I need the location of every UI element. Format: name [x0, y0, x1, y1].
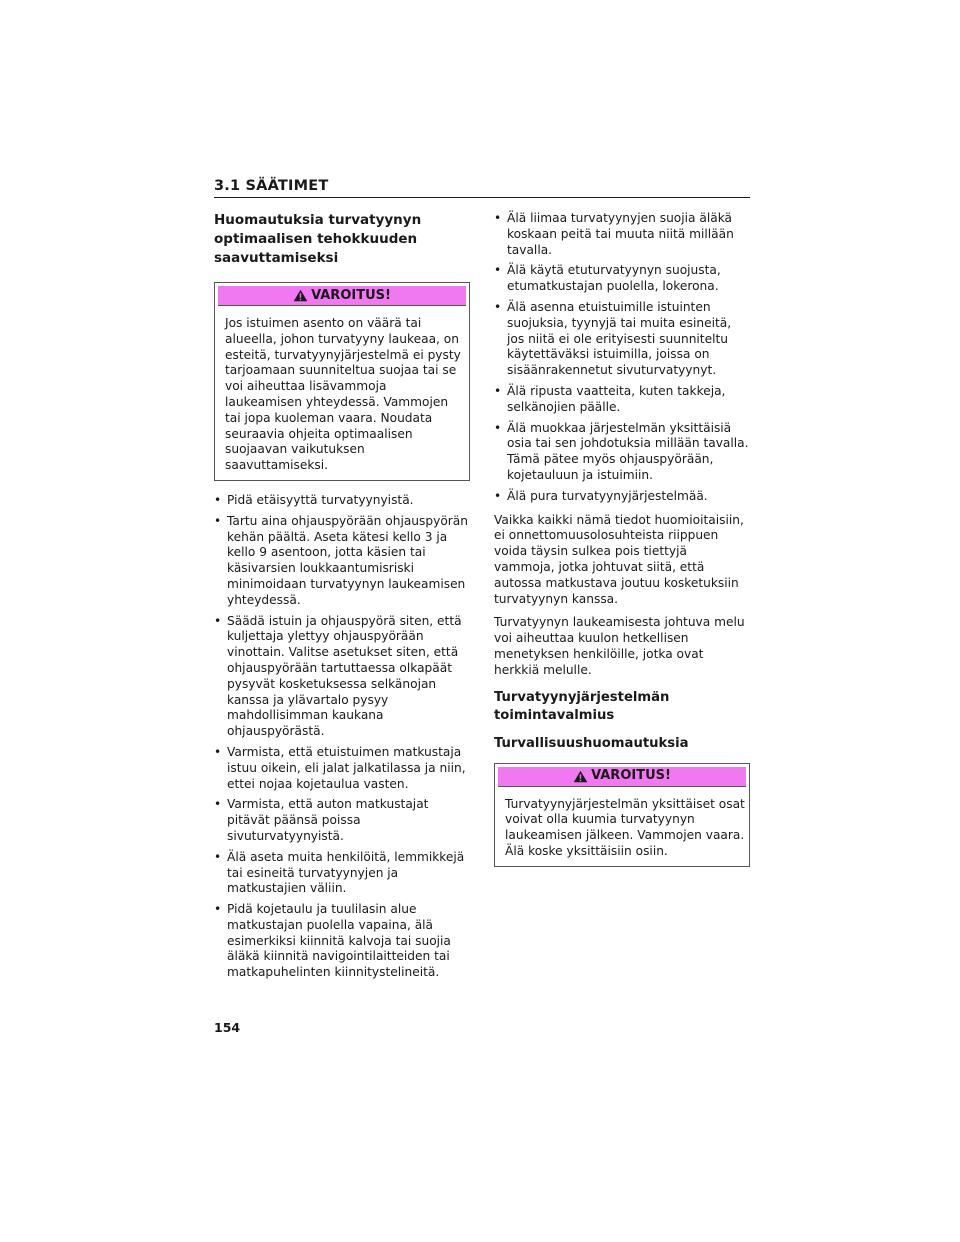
warning-title: VAROITUS!: [591, 768, 671, 784]
list-item: • Pidä etäisyyttä turvatyynyistä.: [214, 492, 414, 507]
bullet-list: [494, 211, 750, 505]
warning-text: Turvatyynyjärjestelmän yksittäiset osat voivat olla kuumia turvatyynyn laukeamisen jälkeen. Vammojen vaara. Älä koske yksittäisiin osiin.: [505, 796, 745, 858]
list-item-text: Älä aseta muita henkilöitä, lemmikkejä tai esineitä turvatyynyjen ja matkustajien väliin.: [227, 849, 465, 896]
list-item-text: Älä asenna etuistuimille istuinten suojuksia, tyynyjä tai muita esineitä, jos niitä ei ole erityisesti suunniteltu käytettäväksi istuimilla, joissa on sisäänrakennetut sivuturvatyynyt.: [507, 299, 732, 378]
list-item-text: Säädä istuin ja ohjauspyörä siten, että kuljettaja ylettyy ohjauspyörään vinottain. Valitse asetukset siten, että ohjauspyörään tartuttaessa olkapäät pysyvät kosketuksessa selkänojan kanssa ja ylävartalo pysyy mahdollisimman kaukana ohjauspyörästä.: [227, 613, 462, 739]
list-item: • Älä muokkaa järjestelmän yksittäisiä osia tai sen johdotuksia millään tavalla. Tämä pätee myös ohjauspyörään, kojetauluun ja istuimiin.: [494, 420, 749, 482]
subsection-heading: Turvatyynyjärjestelmän toimintavalmius: [494, 689, 670, 723]
body-paragraph: Vaikka kaikki nämä tiedot huomioitaisiin, ei onnettomuusolosuhteista riippuen voida täysin sulkea pois tiettyjä vammoja, jotka johtuvat siitä, että autossa matkustava joutuu kosketuksiin turvatyynyn kanssa.: [494, 512, 744, 606]
list-item: • Pidä kojetaulu ja tuulilasin alue matkustajan puolella vapaina, älä esimerkiksi kiinnitä kalvoja tai suojia äläkä kiinnitä navigointilaitteiden tai matkapuhelinten kiinnitystelineitä.: [214, 902, 451, 980]
page-number: 154: [214, 1020, 241, 1035]
list-item: • Älä ripusta vaatteita, kuten takkeja, selkänojien päälle.: [494, 383, 726, 414]
list-item-text: Pidä etäisyyttä turvatyynyistä.: [227, 492, 414, 507]
left-column: [214, 211, 470, 989]
list-item: • Älä asenna etuistuimille istuinten suojuksia, tyynyjä tai muita esineitä, jos niitä ei ole erityisesti suunniteltu käytettäväksi istuimilla, joissa on sisäänrakennetut sivuturvatyynyt.: [494, 299, 732, 378]
subsection-heading: Turvallisuushuomautuksia: [494, 735, 689, 751]
list-item: • Tartu aina ohjauspyörään ohjauspyörän kehän päältä. Aseta kätesi kello 3 ja kello 9 asentoon, jotta käsien tai käsivarsien loukkaantumisriski minimoidaan turvatyynyn laukeamisen yhteydessä.: [214, 513, 468, 607]
list-item: • Älä liimaa turvatyynyjen suojia äläkä koskaan peitä tai muuta niitä millään tavalla.: [494, 211, 734, 257]
warning-box: [494, 763, 750, 867]
warning-title: VAROITUS!: [311, 287, 391, 303]
section-header: 3.1 SÄÄTIMET: [214, 178, 750, 198]
list-item-text: Älä pura turvatyynyjärjestelmää.: [507, 488, 708, 503]
bullet-list: [214, 493, 470, 981]
list-item: • Säädä istuin ja ohjauspyörä siten, että kuljettaja ylettyy ohjauspyörään vinottain. Valitse asetukset siten, että ohjauspyörään tartuttaessa olkapäät pysyvät kosketuksessa selkänojan kanssa ja ylävartalo pysyy mahdollisimman kaukana ohjauspyörästä.: [214, 613, 462, 739]
section-heading: Huomautuksia turvatyynyn optimaalisen tehokkuuden saavuttamiseksi: [214, 212, 422, 266]
list-item: • Älä aseta muita henkilöitä, lemmikkejä tai esineitä turvatyynyjen ja matkustajien väliin.: [214, 849, 465, 896]
list-item-text: Älä liimaa turvatyynyjen suojia äläkä koskaan peitä tai muuta niitä millään tavalla.: [507, 211, 734, 257]
warning-text: Jos istuimen asento on väärä tai alueella, johon turvatyyny laukeaa, on esteitä, turvatyynyjärjestelmä ei pysty tarjoamaan suunniteltua suojaa tai se voi aiheuttaa lisävammoja laukeamisen yhteydessä. Vammojen tai jopa kuoleman vaara. Noudata seuraavia ohjeita optimaalisen suojaavan vaikutuksen saavuttamiseksi.: [225, 316, 461, 473]
list-item: • Varmista, että etuistuimen matkustaja istuu oikein, eli jalat jalkatilassa ja niin, ettei nojaa kojetaulua vasten.: [214, 744, 466, 791]
warning-triangle-icon: [573, 770, 588, 783]
list-item: • Älä käytä etuturvatyynyn suojusta, etumatkustajan puolella, lokerona.: [494, 263, 721, 294]
list-item-text: Varmista, että etuistuimen matkustaja istuu oikein, eli jalat jalkatilassa ja niin, ettei nojaa kojetaulua vasten.: [227, 744, 466, 791]
warning-header: [498, 767, 746, 787]
list-item-text: Älä ripusta vaatteita, kuten takkeja, selkänojien päälle.: [507, 383, 726, 414]
list-item-text: Älä muokkaa järjestelmän yksittäisiä osia tai sen johdotuksia millään tavalla. Tämä pätee myös ohjauspyörään, kojetauluun ja istuimiin.: [507, 420, 749, 482]
list-item: • Varmista, että auton matkustajat pitävät päänsä poissa sivuturvatyynyistä.: [214, 797, 429, 843]
right-column: [494, 211, 750, 879]
list-item-text: Pidä kojetaulu ja tuulilasin alue matkustajan puolella vapaina, älä esimerkiksi kiinnitä kalvoja tai suojia äläkä kiinnitä navigointilaitteiden tai matkapuhelinten kiinnitystelineitä.: [227, 902, 451, 980]
warning-header: [218, 286, 466, 306]
warning-box: [214, 282, 470, 481]
list-item-text: Varmista, että auton matkustajat pitävät päänsä poissa sivuturvatyynyistä.: [227, 797, 429, 843]
body-paragraph: Turvatyynyn laukeamisesta johtuva melu voi aiheuttaa kuulon hetkellisen menetyksen henkilöille, jotka ovat herkkiä melulle.: [494, 615, 745, 677]
list-item-text: Älä käytä etuturvatyynyn suojusta, etumatkustajan puolella, lokerona.: [507, 263, 721, 294]
list-item: • Älä pura turvatyynyjärjestelmää.: [494, 488, 708, 503]
warning-triangle-icon: [293, 289, 308, 302]
list-item-text: Tartu aina ohjauspyörään ohjauspyörän kehän päältä. Aseta kätesi kello 3 ja kello 9 asentoon, jotta käsien tai käsivarsien loukkaantumisriski minimoidaan turvatyynyn laukeamisen yhteydessä.: [227, 513, 468, 607]
